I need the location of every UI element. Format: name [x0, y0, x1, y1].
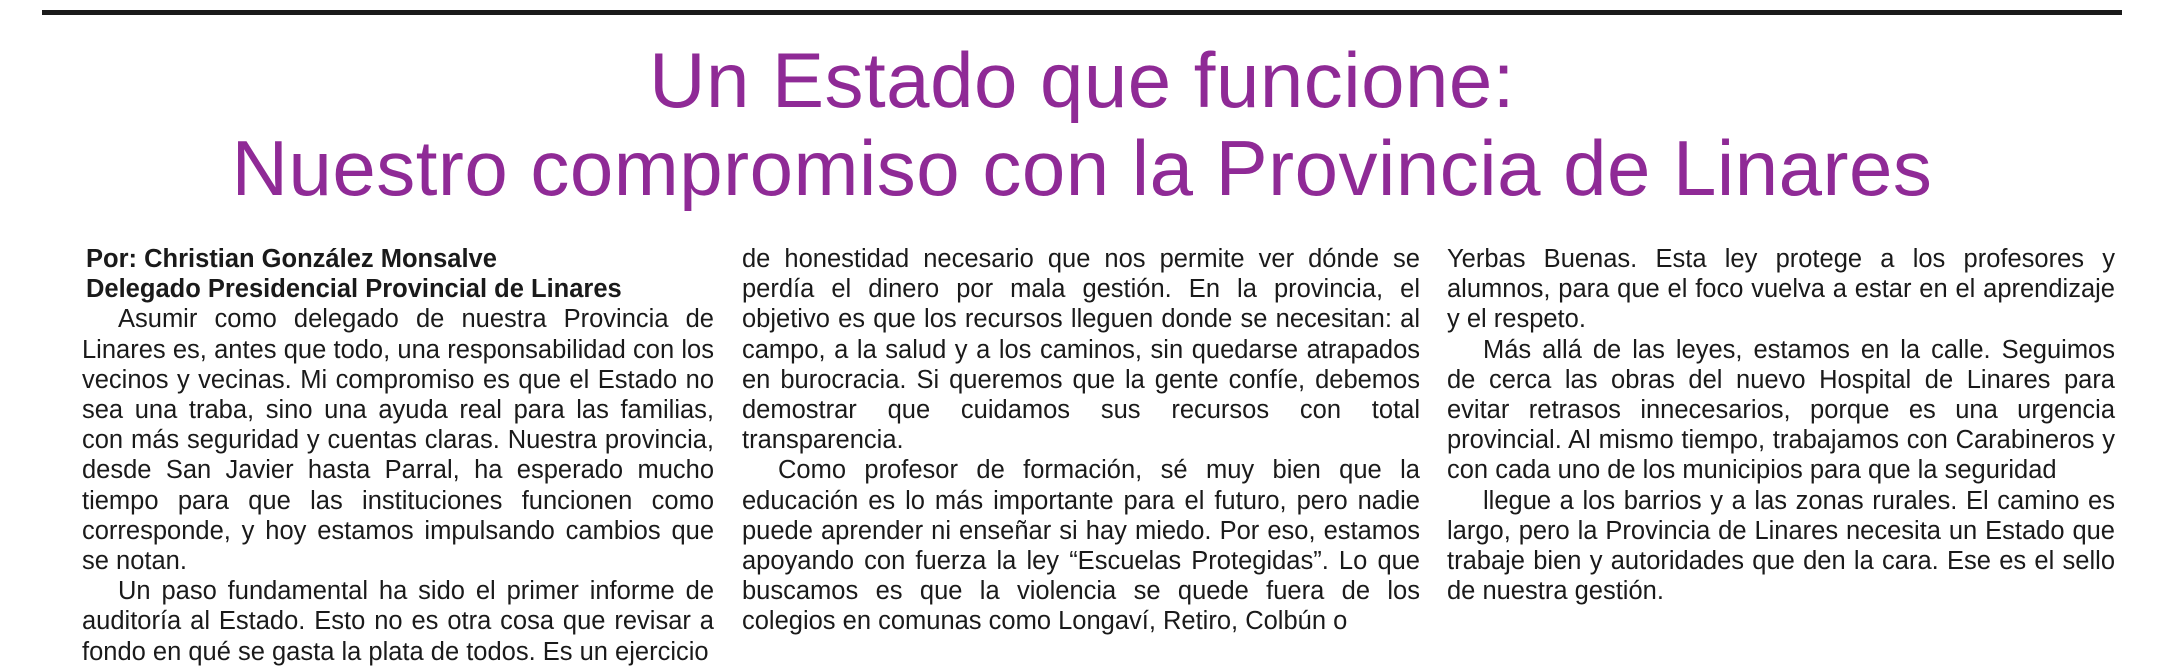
paragraph-continued: Yerbas Buenas. Esta ley protege a los profesores y alumnos, para que el foco vuelva a estar en el aprendizaje y el respeto. [1447, 245, 2115, 334]
article-column-2 [742, 244, 1420, 637]
paragraph: llegue a los barrios y a las zonas rurales. El camino es largo, pero la Provincia de Linares necesita un Estado que trabaje bien y autoridades que den la cara. Ese es el sello de nuestra gestión. [1447, 486, 2115, 606]
paragraph: Más allá de las leyes, estamos en la calle. Seguimos de cerca las obras del nuevo Hospital de Linares para evitar retrasos innecesarios, porque es una urgencia provincial. Al mismo tiempo, trabajamos con Carabineros y con cada uno de los municipios para que la seguridad [1447, 335, 2115, 485]
article-column-1 [82, 244, 714, 667]
byline-author: Por: Christian González Monsalve [86, 245, 497, 273]
headline [0, 36, 2164, 212]
paragraph-continued: de honestidad necesario que nos permite ver dónde se perdía el dinero por mala gestión. En la provincia, el objetivo es que los recursos lleguen donde se necesitan: al campo, a la salud y a los caminos, sin quedarse atrapados en burocracia. Si queremos que la gente confíe, debemos demostrar que cuidamos sus recursos con total transparencia. [742, 245, 1420, 455]
byline-role: Delegado Presidencial Provincial de Linares [86, 275, 622, 304]
headline-line-1: Un Estado que funcione: [649, 36, 1515, 124]
article-column-3 [1447, 244, 2115, 606]
paragraph: Asumir como delegado de nuestra Provincia de Linares es, antes que todo, una responsabilidad con los vecinos y vecinas. Mi compromiso es que el Estado no sea una traba, sino una ayuda real para las familias, con más seguridad y cuentas claras. Nuestra provincia, desde San Javier hasta Parral, ha esperado mucho tiempo para que las instituciones funcionen como corresponde, y hoy estamos impulsando cambios que se notan. [82, 305, 714, 576]
top-rule [42, 10, 2122, 15]
paragraph: Como profesor de formación, sé muy bien que la educación es lo más importante para el futuro, pero nadie puede aprender ni enseñar si hay miedo. Por eso, estamos apoyando con fuerza la ley “Escuelas Protegidas”. Lo que buscamos es que la violencia se quede fuera de los colegios en comunas como Longaví, Retiro, Colbún o [742, 456, 1420, 636]
paragraph: Un paso fundamental ha sido el primer informe de auditoría al Estado. Esto no es otra cosa que revisar a fondo en qué se gasta la plata de todos. Es un ejercicio [82, 577, 714, 666]
headline-line-2: Nuestro compromiso con la Provincia de Linares [231, 124, 1933, 212]
